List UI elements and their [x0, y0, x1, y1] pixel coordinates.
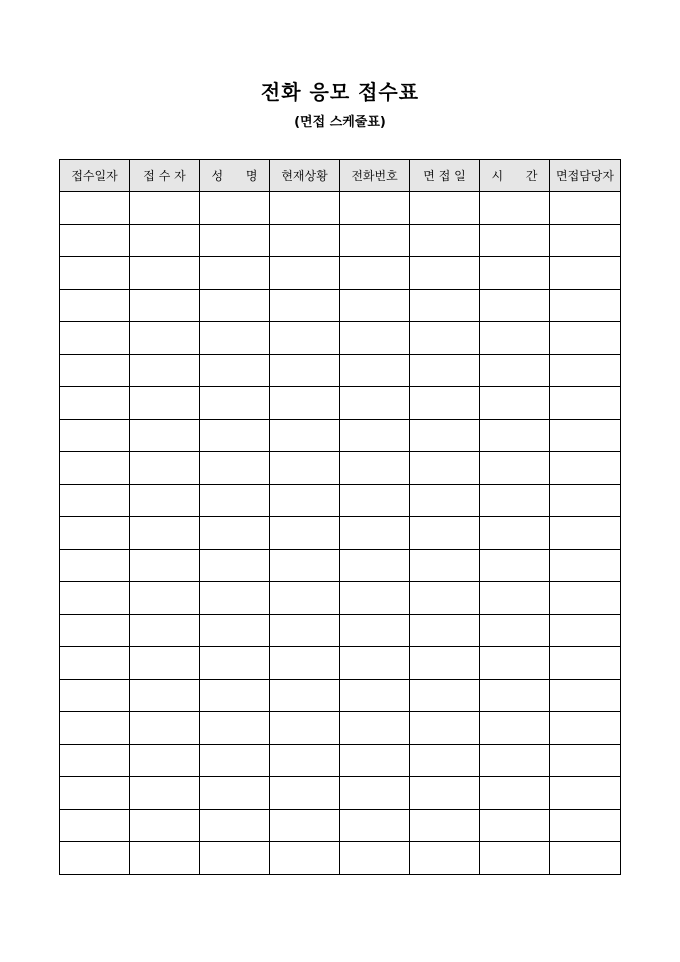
table-cell[interactable]	[270, 289, 340, 322]
table-cell[interactable]	[200, 842, 270, 875]
table-cell[interactable]	[130, 517, 200, 550]
table-cell[interactable]	[60, 842, 130, 875]
table-cell[interactable]	[410, 322, 480, 355]
table-cell[interactable]	[130, 809, 200, 842]
table-cell[interactable]	[130, 224, 200, 257]
table-cell[interactable]	[340, 647, 410, 680]
table-cell[interactable]	[550, 322, 621, 355]
table-cell[interactable]	[340, 517, 410, 550]
table-cell[interactable]	[130, 582, 200, 615]
table-cell[interactable]	[410, 614, 480, 647]
table-cell[interactable]	[200, 192, 270, 225]
table-cell[interactable]	[130, 452, 200, 485]
table-cell[interactable]	[550, 712, 621, 745]
table-cell[interactable]	[480, 647, 550, 680]
table-cell[interactable]	[410, 387, 480, 420]
table-cell[interactable]	[410, 777, 480, 810]
table-row	[60, 842, 621, 875]
table-cell[interactable]	[410, 744, 480, 777]
table-cell[interactable]	[410, 452, 480, 485]
table-cell[interactable]	[60, 614, 130, 647]
form-subtitle: (면접 스케줄표)	[294, 115, 386, 130]
table-row	[60, 679, 621, 712]
table-cell[interactable]	[410, 842, 480, 875]
table-cell[interactable]	[410, 679, 480, 712]
table-cell[interactable]	[550, 679, 621, 712]
table-cell[interactable]	[60, 744, 130, 777]
table-cell[interactable]	[340, 679, 410, 712]
table-cell[interactable]	[480, 452, 550, 485]
table-cell[interactable]	[340, 712, 410, 745]
table-cell[interactable]	[340, 354, 410, 387]
table-cell[interactable]	[130, 484, 200, 517]
table-cell[interactable]	[60, 452, 130, 485]
table-cell[interactable]	[130, 322, 200, 355]
table-cell[interactable]	[60, 712, 130, 745]
table-cell[interactable]	[480, 257, 550, 290]
table-cell[interactable]	[60, 419, 130, 452]
table-cell[interactable]	[200, 744, 270, 777]
table-cell[interactable]	[270, 712, 340, 745]
table-cell[interactable]	[60, 257, 130, 290]
table-cell[interactable]	[480, 582, 550, 615]
table-cell[interactable]	[270, 419, 340, 452]
table-cell[interactable]	[550, 809, 621, 842]
table-cell[interactable]	[60, 289, 130, 322]
table-row	[60, 647, 621, 680]
table-cell[interactable]	[480, 224, 550, 257]
header-interviewer: 면접담당자	[550, 160, 621, 192]
table-cell[interactable]	[200, 452, 270, 485]
table-cell[interactable]	[480, 777, 550, 810]
table-cell[interactable]	[60, 582, 130, 615]
table-cell[interactable]	[270, 582, 340, 615]
table-cell[interactable]	[200, 517, 270, 550]
table-cell[interactable]	[270, 679, 340, 712]
table-cell[interactable]	[200, 289, 270, 322]
table-cell[interactable]	[340, 289, 410, 322]
table-cell[interactable]	[130, 257, 200, 290]
table-cell[interactable]	[550, 257, 621, 290]
table-cell[interactable]	[130, 549, 200, 582]
table-cell[interactable]	[550, 744, 621, 777]
table-cell[interactable]	[270, 257, 340, 290]
schedule-table	[59, 159, 621, 875]
table-cell[interactable]	[130, 777, 200, 810]
table-cell[interactable]	[550, 582, 621, 615]
table-cell[interactable]	[340, 809, 410, 842]
table-cell[interactable]	[340, 387, 410, 420]
table-cell[interactable]	[480, 192, 550, 225]
table-cell[interactable]	[270, 192, 340, 225]
table-cell[interactable]	[130, 842, 200, 875]
table-cell[interactable]	[270, 452, 340, 485]
table-cell[interactable]	[270, 647, 340, 680]
header-row	[60, 160, 621, 192]
table-cell[interactable]	[340, 257, 410, 290]
table-cell[interactable]	[60, 549, 130, 582]
table-cell[interactable]	[550, 387, 621, 420]
table-cell[interactable]	[200, 777, 270, 810]
table-cell[interactable]	[550, 842, 621, 875]
table-cell[interactable]	[200, 614, 270, 647]
table-cell[interactable]	[410, 484, 480, 517]
table-cell[interactable]	[60, 809, 130, 842]
table-row	[60, 322, 621, 355]
table-cell[interactable]	[270, 224, 340, 257]
table-cell[interactable]	[270, 744, 340, 777]
table-cell[interactable]	[200, 257, 270, 290]
table-cell[interactable]	[410, 224, 480, 257]
table-cell[interactable]	[130, 289, 200, 322]
table-cell[interactable]	[480, 712, 550, 745]
table-cell[interactable]	[130, 354, 200, 387]
table-row	[60, 387, 621, 420]
table-cell[interactable]	[340, 744, 410, 777]
table-cell[interactable]	[410, 549, 480, 582]
table-cell[interactable]	[550, 354, 621, 387]
table-cell[interactable]	[340, 224, 410, 257]
table-cell[interactable]	[340, 614, 410, 647]
table-cell[interactable]	[340, 484, 410, 517]
table-cell[interactable]	[410, 582, 480, 615]
table-cell[interactable]	[200, 354, 270, 387]
table-cell[interactable]	[60, 679, 130, 712]
table-cell[interactable]	[410, 192, 480, 225]
table-cell[interactable]	[410, 647, 480, 680]
header-current-status: 현재상황	[270, 160, 340, 192]
header-name: 성 명	[200, 160, 270, 192]
table-cell[interactable]	[200, 549, 270, 582]
table-cell[interactable]	[200, 322, 270, 355]
table-cell[interactable]	[550, 647, 621, 680]
table-cell[interactable]	[480, 809, 550, 842]
table-row	[60, 354, 621, 387]
table-cell[interactable]	[480, 744, 550, 777]
table-cell[interactable]	[60, 322, 130, 355]
table-cell[interactable]	[480, 484, 550, 517]
header-interview-date: 면 접 일	[410, 160, 480, 192]
table-cell[interactable]	[60, 387, 130, 420]
table-cell[interactable]	[480, 354, 550, 387]
table-cell[interactable]	[200, 712, 270, 745]
table-cell[interactable]	[60, 777, 130, 810]
table-cell[interactable]	[550, 289, 621, 322]
table-cell[interactable]	[550, 224, 621, 257]
table-row	[60, 517, 621, 550]
table-cell[interactable]	[130, 712, 200, 745]
table-row	[60, 809, 621, 842]
table-cell[interactable]	[270, 354, 340, 387]
table-cell[interactable]	[60, 224, 130, 257]
table-cell[interactable]	[130, 387, 200, 420]
table-row	[60, 192, 621, 225]
table-cell[interactable]	[340, 842, 410, 875]
table-cell[interactable]	[340, 582, 410, 615]
table-cell[interactable]	[550, 614, 621, 647]
table-row	[60, 582, 621, 615]
table-cell[interactable]	[410, 809, 480, 842]
table-cell[interactable]	[410, 712, 480, 745]
table-cell[interactable]	[480, 419, 550, 452]
table-cell[interactable]	[200, 224, 270, 257]
header-phone-number: 전화번호	[340, 160, 410, 192]
table-row	[60, 452, 621, 485]
table-cell[interactable]	[410, 257, 480, 290]
table-cell[interactable]	[480, 614, 550, 647]
table-row	[60, 777, 621, 810]
table-cell[interactable]	[340, 777, 410, 810]
table-cell[interactable]	[480, 549, 550, 582]
table-cell[interactable]	[200, 679, 270, 712]
table-cell[interactable]	[410, 517, 480, 550]
table-cell[interactable]	[270, 777, 340, 810]
table-cell[interactable]	[340, 419, 410, 452]
table-cell[interactable]	[550, 192, 621, 225]
table-cell[interactable]	[550, 517, 621, 550]
table-body	[60, 192, 621, 875]
table-row	[60, 744, 621, 777]
table-cell[interactable]	[340, 452, 410, 485]
table-cell[interactable]	[410, 354, 480, 387]
table-cell[interactable]	[60, 354, 130, 387]
table-cell[interactable]	[480, 679, 550, 712]
table-row	[60, 484, 621, 517]
table-cell[interactable]	[130, 419, 200, 452]
table-row	[60, 289, 621, 322]
header-time: 시 간	[480, 160, 550, 192]
table-cell[interactable]	[200, 647, 270, 680]
table-cell[interactable]	[60, 517, 130, 550]
table-cell[interactable]	[550, 777, 621, 810]
table-cell[interactable]	[270, 614, 340, 647]
table-row	[60, 224, 621, 257]
table-cell[interactable]	[410, 419, 480, 452]
table-cell[interactable]	[200, 809, 270, 842]
table-cell[interactable]	[550, 549, 621, 582]
table-cell[interactable]	[130, 192, 200, 225]
table-cell[interactable]	[200, 387, 270, 420]
table-cell[interactable]	[550, 484, 621, 517]
table-cell[interactable]	[480, 289, 550, 322]
table-cell[interactable]	[270, 387, 340, 420]
table-cell[interactable]	[480, 387, 550, 420]
table-cell[interactable]	[270, 322, 340, 355]
header-receipt-date: 접수일자	[60, 160, 130, 192]
table-cell[interactable]	[550, 452, 621, 485]
table-row	[60, 549, 621, 582]
table-cell[interactable]	[200, 484, 270, 517]
table-cell[interactable]	[200, 419, 270, 452]
table-cell[interactable]	[270, 809, 340, 842]
table-cell[interactable]	[60, 484, 130, 517]
table-cell[interactable]	[480, 842, 550, 875]
table-cell[interactable]	[550, 419, 621, 452]
table-cell[interactable]	[270, 517, 340, 550]
table-cell[interactable]	[130, 744, 200, 777]
table-cell[interactable]	[60, 647, 130, 680]
header-receiver: 접 수 자	[130, 160, 200, 192]
table-cell[interactable]	[410, 289, 480, 322]
table-row	[60, 419, 621, 452]
table-cell[interactable]	[200, 582, 270, 615]
table-cell[interactable]	[130, 614, 200, 647]
table-row	[60, 614, 621, 647]
table-cell[interactable]	[60, 192, 130, 225]
table-cell[interactable]	[340, 322, 410, 355]
table-cell[interactable]	[270, 484, 340, 517]
table-cell[interactable]	[130, 679, 200, 712]
form-title: 전화 응모 접수표	[260, 80, 420, 104]
table-row	[60, 257, 621, 290]
table-cell[interactable]	[270, 549, 340, 582]
table-cell[interactable]	[270, 842, 340, 875]
table-cell[interactable]	[130, 647, 200, 680]
table-cell[interactable]	[340, 549, 410, 582]
table-row	[60, 712, 621, 745]
table-cell[interactable]	[480, 517, 550, 550]
table-cell[interactable]	[480, 322, 550, 355]
table-cell[interactable]	[340, 192, 410, 225]
